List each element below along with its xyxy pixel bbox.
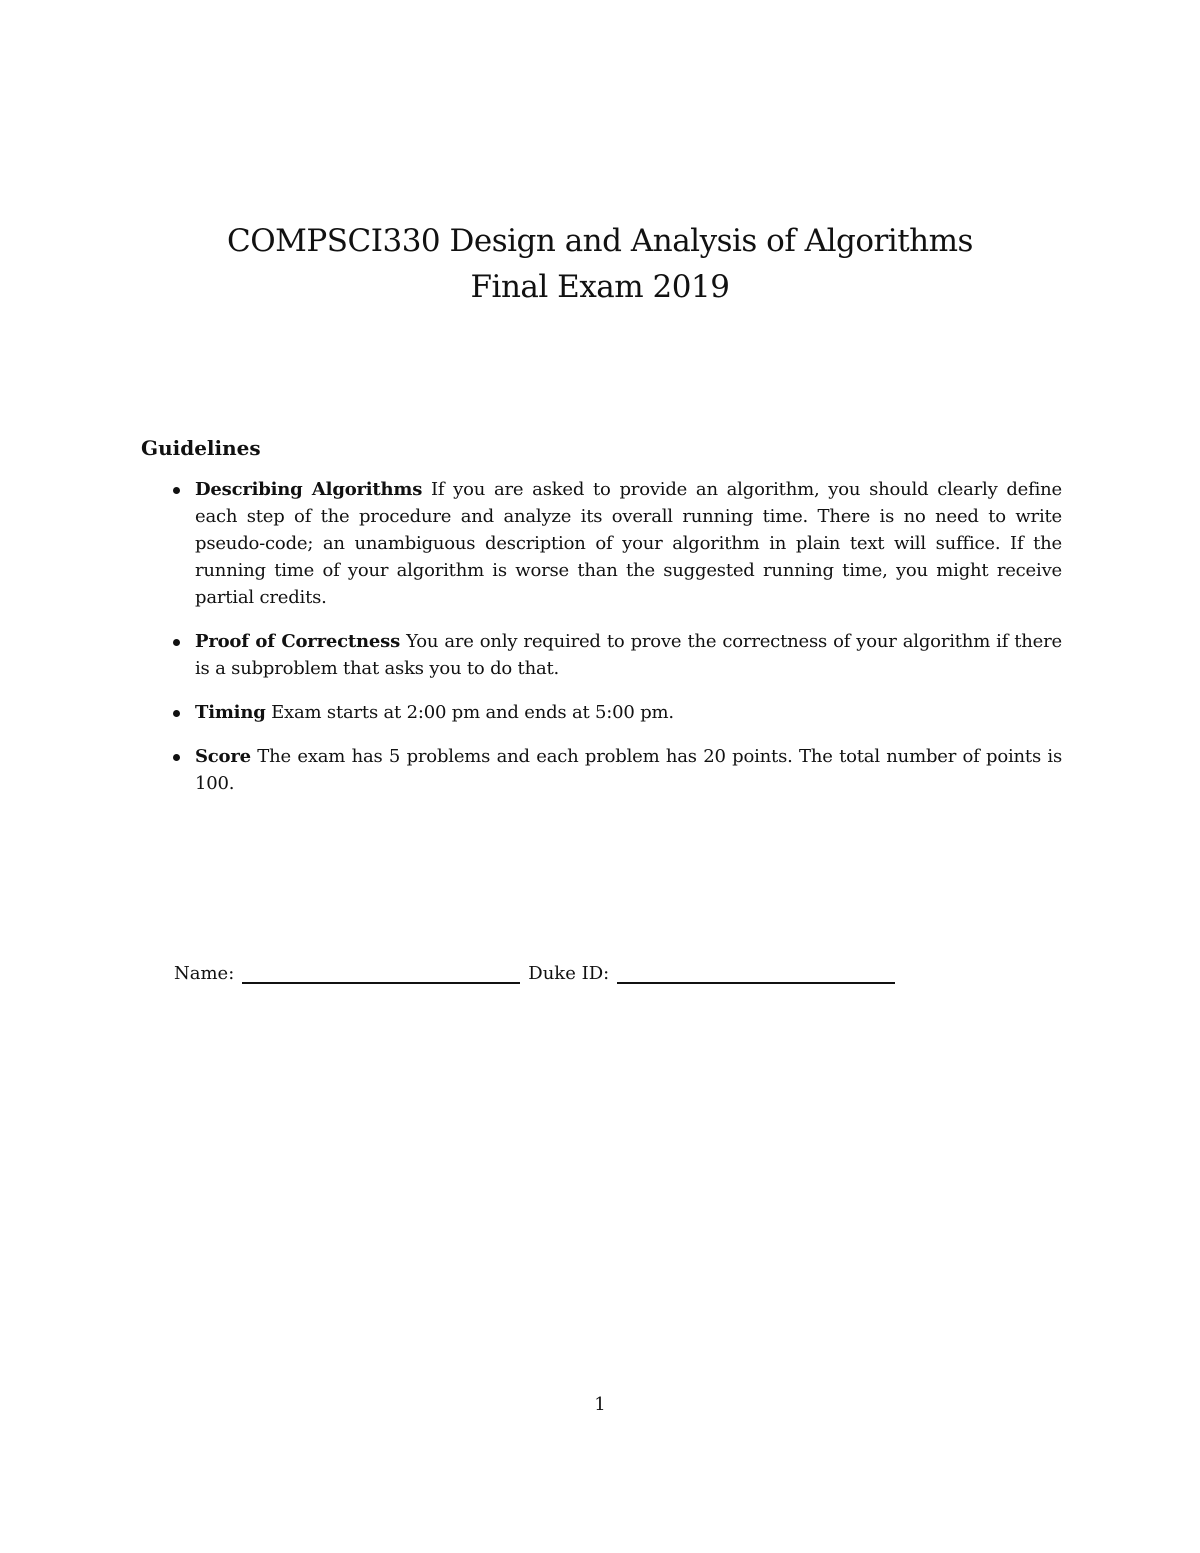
- exam-subtitle: Final Exam 2019: [470, 269, 730, 305]
- guidelines-heading: Guidelines: [141, 436, 261, 460]
- guideline-text: If you are asked to provide an algorithm, you should clearly define each step of the procedure and analyze its overall running time. There is no need to write pseudo-code; an unambiguous description of your algorithm in plain text will suffice. If the running time of your algorithm is worse than the suggested running time, you might receive partial credits.: [195, 479, 1062, 608]
- guideline-term: Score: [195, 746, 251, 767]
- course-title: COMPSCI330 Design and Analysis of Algorithms: [227, 223, 973, 259]
- exam-title: [0, 218, 1200, 310]
- guideline-text: The exam has 5 problems and each problem has 20 points. The total number of points is 100.: [195, 746, 1062, 794]
- guideline-proof-of-correctness: [170, 628, 1062, 682]
- page-number: 1: [594, 1394, 606, 1415]
- guideline-describing-algorithms: [170, 476, 1062, 611]
- guideline-timing: [170, 699, 1062, 726]
- signature-fields: [174, 962, 903, 984]
- bullet-icon: [173, 639, 180, 646]
- bullet-icon: [173, 754, 180, 761]
- bullet-icon: [173, 487, 180, 494]
- guideline-term: Proof of Correctness: [195, 631, 401, 652]
- guideline-term: Timing: [195, 702, 266, 723]
- guideline-text: Exam starts at 2:00 pm and ends at 5:00 pm.: [265, 702, 674, 723]
- name-blank-line[interactable]: [242, 962, 520, 984]
- duke-id-blank-line[interactable]: [617, 962, 895, 984]
- duke-id-label: Duke ID:: [528, 963, 610, 984]
- bullet-icon: [173, 710, 180, 717]
- guidelines-list: [170, 476, 1062, 814]
- guideline-text: You are only required to prove the correctness of your algorithm if there is a subproblem that asks you to do that.: [195, 631, 1062, 679]
- guideline-term: Describing Algorithms: [195, 479, 423, 500]
- name-label: Name:: [174, 963, 235, 984]
- guideline-score: [170, 743, 1062, 797]
